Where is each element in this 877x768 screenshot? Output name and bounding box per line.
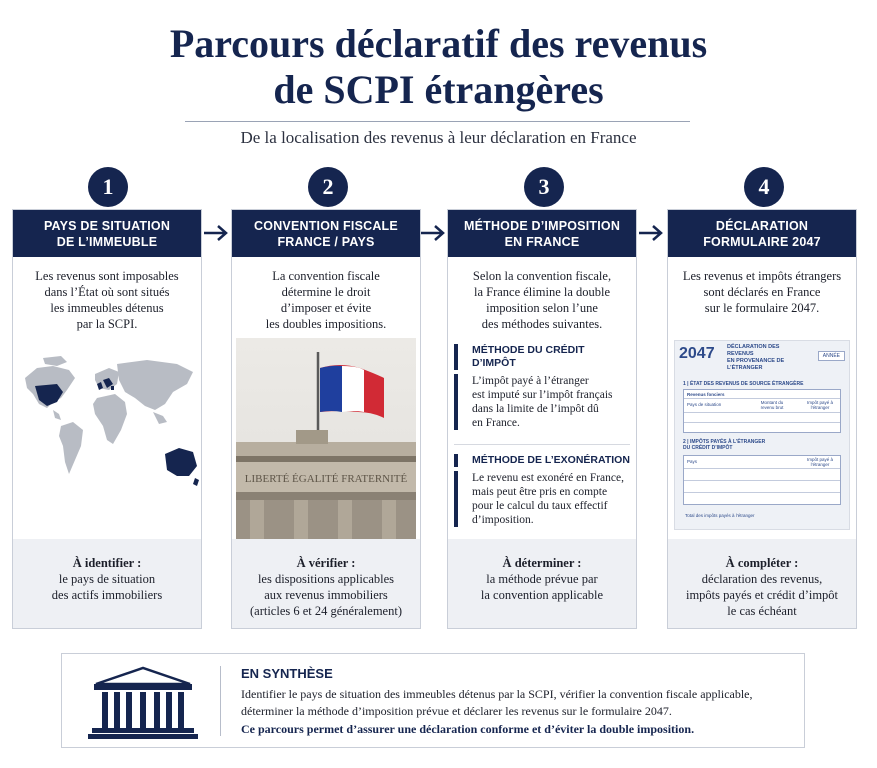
form-rule: [684, 412, 840, 413]
form-title: [727, 344, 805, 372]
form-cell: Impôt payé à l’étranger: [806, 457, 833, 467]
building-inscription: LIBERTÉ ÉGALITÉ FRATERNITÉ: [244, 473, 408, 485]
method-title-line: D’IMPÔT: [472, 357, 516, 369]
footer-line: des actifs immobiliers: [51, 588, 163, 602]
footer-label: À vérifier :: [296, 556, 356, 570]
step-title-line: FRANCE / PAYS: [277, 235, 375, 249]
method-text-line: Le revenu est exonéré en France,: [472, 472, 624, 484]
step-card-4: [667, 209, 857, 629]
desc-line: les doubles impositions.: [265, 317, 387, 331]
desc-line: imposition selon l’une: [486, 301, 598, 315]
desc-line: dans l’État où sont situés: [44, 285, 170, 299]
form-rule: [684, 422, 840, 423]
method-title-line: MÉTHODE DU CRÉDIT: [472, 344, 585, 356]
form-number: 2047: [679, 345, 715, 362]
synthesis-line: déterminer la méthode d’imposition prévue et déclarer les revenus sur le formulaire 2047.: [241, 704, 672, 718]
footer-line: les dispositions applicables: [257, 572, 395, 586]
method-text-line: est imputé sur l’impôt français: [472, 389, 613, 401]
form-total-label: Total des impôts payés à l’étranger: [685, 513, 755, 518]
method-credit-impot: [454, 344, 630, 430]
step-number-4: 4: [744, 167, 784, 207]
footer-label: À compléter :: [725, 556, 799, 570]
step-title-line: MÉTHODE D’IMPOSITION: [463, 219, 621, 233]
method-text-line: L’impôt payé à l’étranger: [472, 375, 589, 387]
step-card-2: [231, 209, 421, 629]
form-cell: Pays de situation: [687, 402, 722, 407]
step-title-line: FORMULAIRE 2047: [703, 235, 821, 249]
form-rule: [684, 480, 840, 481]
step-description: [232, 257, 420, 332]
step-footer: [232, 539, 420, 628]
synthesis-line: Identifier le pays de situation des immeubles détenus par la SCPI, vérifier la convention fiscale applicable,: [241, 687, 753, 701]
form-section-line: 2 | IMPÔTS PAYÉS À L’ÉTRANGER: [683, 439, 766, 445]
footer-line: le pays de situation: [58, 572, 156, 586]
footer-line: impôts payés et crédit d’impôt: [685, 588, 839, 602]
footer-label: À identifier :: [72, 556, 142, 570]
desc-line: sont déclarés en France: [703, 285, 821, 299]
form-cell: Montant du revenu brut: [760, 400, 784, 410]
form-rule: [684, 398, 840, 399]
method-title-line: MÉTHODE DE L’EXONÉRATION: [472, 454, 630, 466]
step-description: [448, 257, 636, 332]
step-card-3: [447, 209, 637, 629]
step-card-header: [668, 210, 856, 257]
desc-line: La convention fiscale: [272, 269, 380, 283]
footer-line: (articles 6 et 24 généralement): [249, 604, 402, 618]
world-map-image: [17, 350, 199, 510]
desc-line: sur le formulaire 2047.: [704, 301, 820, 315]
page-title-line2: de SCPI étrangères: [273, 67, 604, 112]
step-title-line: PAYS DE SITUATION: [43, 219, 171, 233]
arrow-right-icon: [638, 223, 664, 243]
step-card-header: [448, 210, 636, 257]
synthesis-divider: [220, 666, 221, 736]
form-table-revenus: [683, 389, 841, 433]
form-cell: Revenus fonciers: [687, 392, 725, 397]
form-cell: Impôt payé à l’étranger: [806, 400, 833, 410]
desc-line: Les revenus et impôts étrangers: [682, 269, 842, 283]
step-number-2: 2: [308, 167, 348, 207]
synthesis-heading: EN SYNTHÈSE: [241, 666, 333, 681]
step-footer: [448, 539, 636, 628]
french-building-flag-photo: [236, 338, 416, 540]
method-divider: [454, 444, 630, 445]
step-card-header: [232, 210, 420, 257]
step-description: [668, 257, 856, 316]
step-number-3: 3: [524, 167, 564, 207]
method-text-line: pour le calcul du taux effectif: [472, 500, 608, 512]
form-section-line: DU CRÉDIT D’IMPÔT: [683, 445, 733, 451]
synthesis-text: [241, 686, 791, 720]
desc-line: Les revenus sont imposables: [35, 269, 179, 283]
method-text-line: dans la limite de l’impôt dû: [472, 403, 599, 415]
method-exoneration: [454, 454, 630, 527]
footer-line: la convention applicable: [480, 588, 604, 602]
classical-building-icon: [88, 664, 198, 740]
footer-label: À déterminer :: [502, 556, 582, 570]
desc-line: d’imposer et évite: [280, 301, 372, 315]
form-section-title: [683, 439, 833, 451]
form-rule: [684, 468, 840, 469]
arrow-right-icon: [420, 223, 446, 243]
footer-line: la méthode prévue par: [486, 572, 598, 586]
form-2047-image: [674, 340, 850, 530]
form-cell: Pays: [687, 459, 698, 464]
page-subtitle: De la localisation des revenus à leur déclaration en France: [240, 128, 637, 147]
step-title-line: DE L’IMMEUBLE: [56, 235, 158, 249]
title-divider: [185, 121, 690, 122]
form-rule: [684, 492, 840, 493]
synthesis-box: [61, 653, 805, 748]
step-title-line: DÉCLARATION: [715, 219, 809, 233]
synthesis-conclusion: Ce parcours permet d’assurer une déclaration conforme et d’éviter la double imposition.: [241, 722, 695, 736]
step-footer: [13, 539, 201, 628]
page-title-line1: Parcours déclaratif des revenus: [169, 21, 708, 66]
step-card-header: [13, 210, 201, 257]
desc-line: les immeubles détenus: [50, 301, 164, 315]
step-card-1: [12, 209, 202, 629]
footer-line: aux revenus immobiliers: [264, 588, 388, 602]
step-number-1: 1: [88, 167, 128, 207]
method-text-line: d’imposition.: [472, 514, 534, 526]
form-year-field: ANNÉE: [818, 351, 845, 361]
step-description: [13, 257, 201, 332]
footer-line: le cas échéant: [727, 604, 797, 618]
arrow-right-icon: [203, 223, 229, 243]
desc-line: la France élimine la double: [473, 285, 611, 299]
footer-line: déclaration des revenus,: [701, 572, 823, 586]
desc-line: détermine le droit: [281, 285, 371, 299]
form-title-line: EN PROVENANCE DE L’ÉTRANGER: [727, 358, 785, 371]
method-text-line: mais peut être pris en compte: [472, 486, 608, 498]
desc-line: Selon la convention fiscale,: [472, 269, 612, 283]
step-title-line: CONVENTION FISCALE: [254, 219, 398, 233]
step-title-line: EN FRANCE: [504, 235, 580, 249]
step-footer: [668, 539, 856, 628]
form-section-title: 1 | ÉTAT DES REVENUS DE SOURCE ÉTRANGÈRE: [683, 381, 804, 387]
desc-line: des méthodes suivantes.: [481, 317, 603, 331]
desc-line: par la SCPI.: [76, 317, 138, 331]
method-text-line: en France.: [472, 417, 520, 429]
form-title-line: DÉCLARATION DES REVENUS: [727, 344, 780, 357]
form-table-impots: [683, 455, 841, 505]
